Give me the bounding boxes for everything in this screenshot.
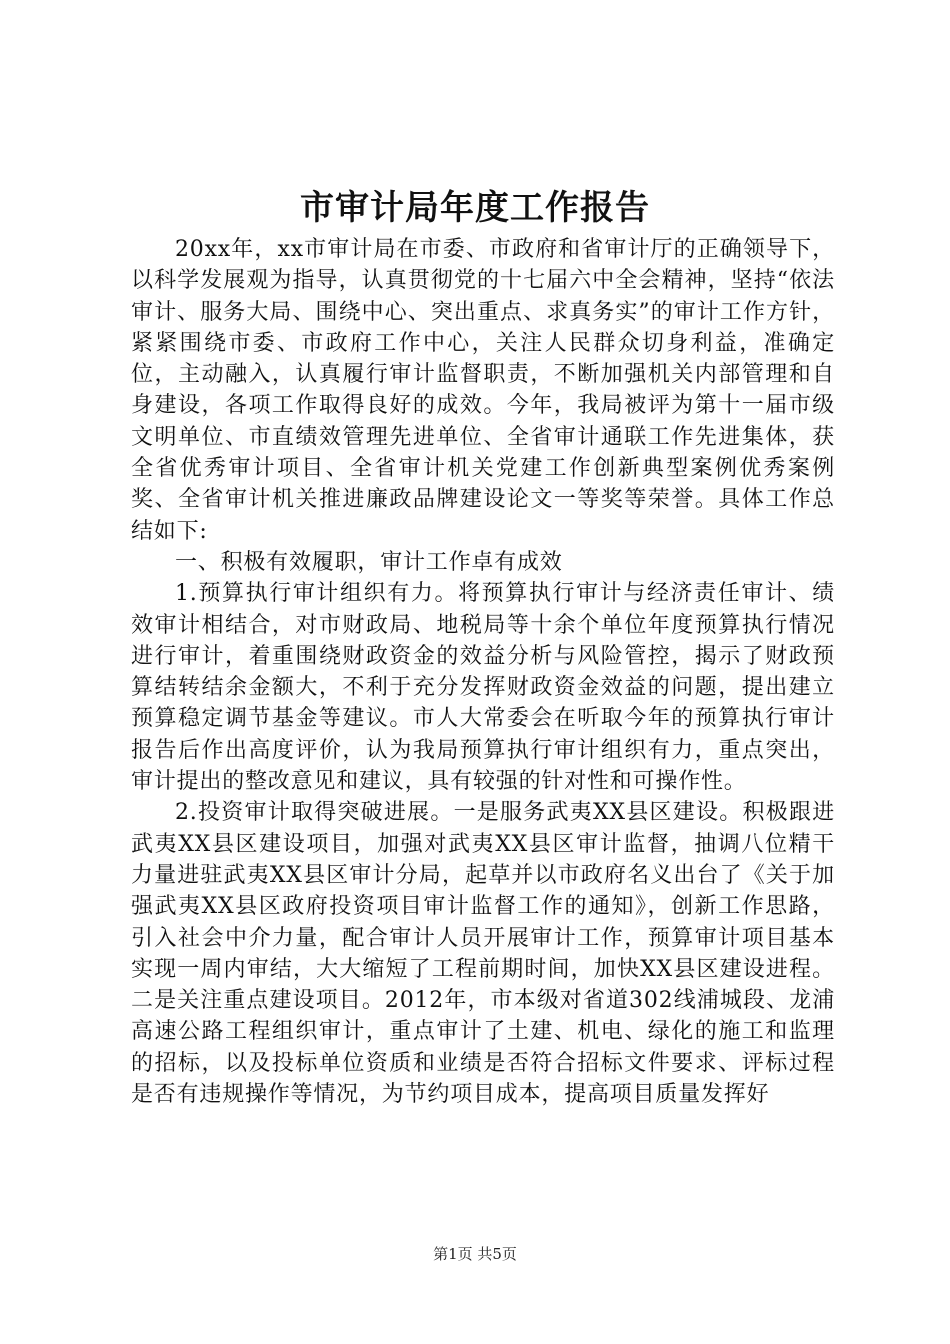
section-heading: 一、积极有效履职，审计工作卓有成效: [175, 549, 563, 575]
investment-audit-paragraph: 2.投资审计取得突破进展。一是服务武夷XX县区建设。积极跟进武夷XX县区建设项目，加强对武夷XX县区审计监督，抽调八位精干力量进驻武夷XX县区审计分局，起草并以市政府名义出台了《关于加强武夷XX县区政府投资项目审计监督工作的通知》，创新工作思路，引入社会中介力量，配合审计人员开展审计工作，预算审计项目基本实现一周内审结，大大缩短了工程前期时间，加快XX县区建设进程。二是关注重点建设项目。2012年，市本级对省道302线浦城段、龙浦高速公路工程组织审计，重点审计了土建、机电、绿化的施工和监理的招标，以及投标单位资质和业绩是否符合招标文件要求、评标过程是否有违规操作等情况，为节约项目成本，提高项目质量发挥好: [131, 800, 835, 1108]
page-footer: 第1页 共5页: [433, 1245, 517, 1263]
document-title: 市审计局年度工作报告: [300, 188, 650, 228]
budget-audit-paragraph: 1.预算执行审计组织有力。将预算执行审计与经济责任审计、绩效审计相结合，对市财政局、地税局等十余个单位年度预算执行情况进行审计，着重围绕财政资金的效益分析与风险管控，揭示了财政预算结转结余金额大，不利于充分发挥财政资金效益的问题，提出建立预算稳定调节基金等建议。市人大常委会在听取今年的预算执行审计报告后作出高度评价，认为我局预算执行审计组织有力，重点突出，审计提出的整改意见和建议，具有较强的针对性和可操作性。: [131, 581, 835, 795]
document-body: [131, 234, 835, 1110]
intro-paragraph: 20xx年，xx市审计局在市委、市政府和省审计厅的正确领导下，以科学发展观为指导，认真贯彻党的十七届六中全会精神，坚持“依法审计、服务大局、围绕中心、突出重点、求真务实”的审计工作方针，紧紧围绕市委、市政府工作中心，关注人民群众切身利益，准确定位，主动融入，认真履行审计监督职责，不断加强机关内部管理和自身建设，各项工作取得良好的成效。今年，我局被评为第十一届市级文明单位、市直绩效管理先进单位、全省审计通联工作先进集体，获全省优秀审计项目、全省审计机关党建工作创新典型案例优秀案例奖、全省审计机关推进廉政品牌建设论文一等奖等荣誉。具体工作总结如下:: [131, 237, 835, 544]
